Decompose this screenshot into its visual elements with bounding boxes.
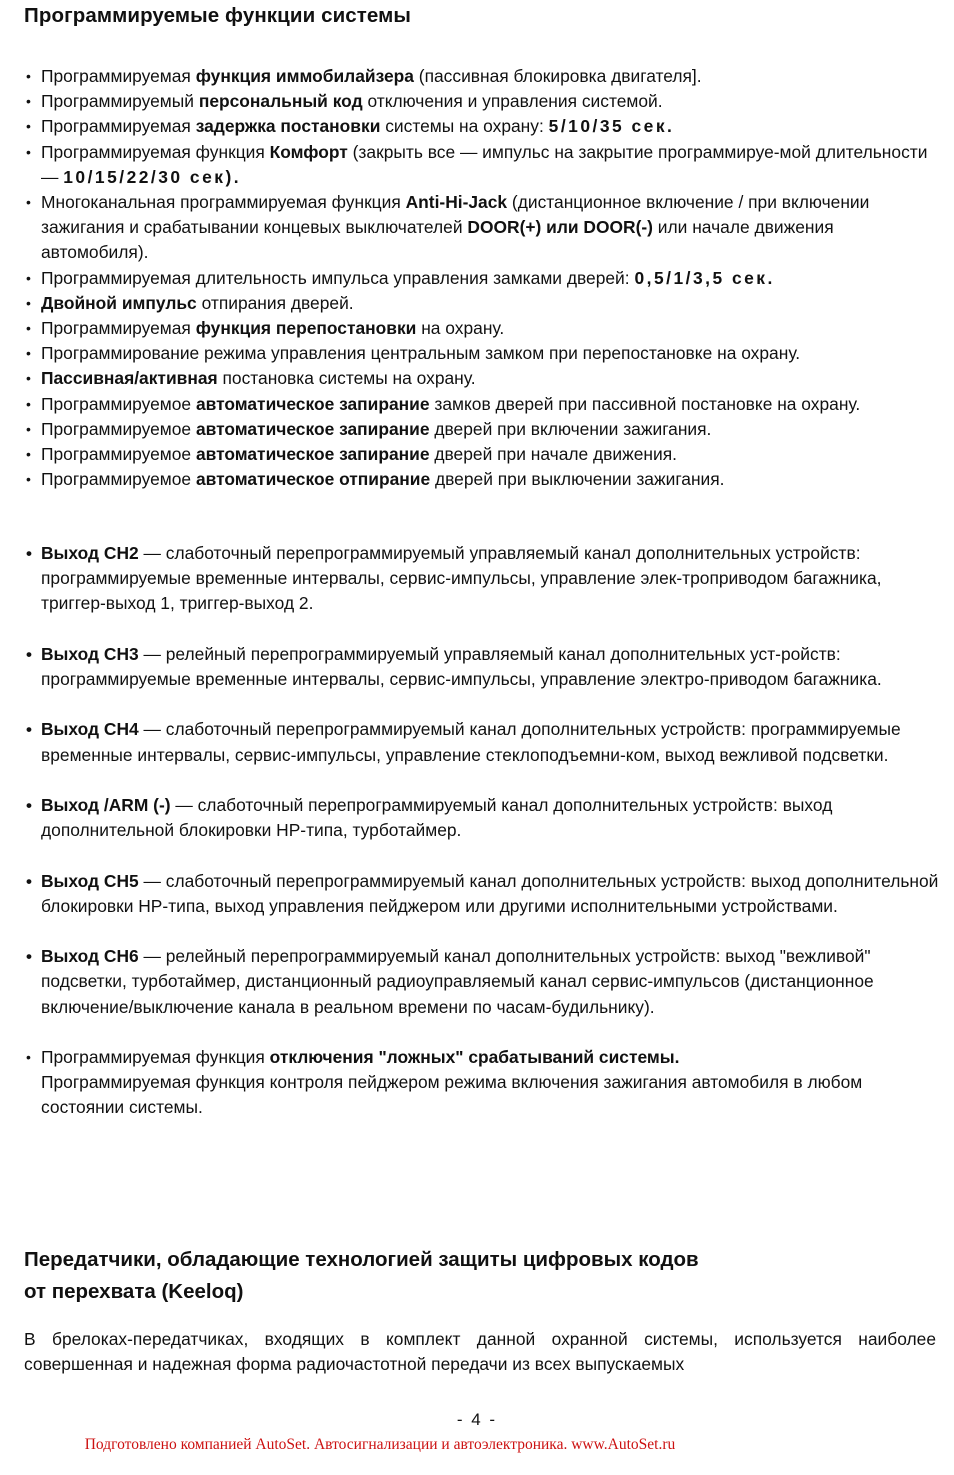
output-name: Выход CH4 xyxy=(41,719,139,740)
output-description: — релейный перепрограммируемый канал дополнительных устройств: выход "вежливой" подсветки, турботаймер, дистанционный радиоуправляемый канал сервис-импульсов (дистанционное включение/выключение канала в реальном времени по часам-будильнику). xyxy=(41,946,874,1017)
item-text: на охрану. xyxy=(416,318,505,339)
item-text: (дистанционное включение / при включении зажигания и срабатывании концевых выключателей xyxy=(41,192,870,238)
bullet-icon: • xyxy=(26,269,31,286)
output-item-ch5 xyxy=(24,869,944,919)
item-bold: Двойной импульс xyxy=(41,292,197,313)
list-item xyxy=(24,341,944,366)
item-text: Программируемая xyxy=(41,66,196,86)
item-text: постановка системы на охрану. xyxy=(217,368,476,389)
item-bold: DOOR(+) или DOOR(-) xyxy=(467,217,653,238)
item-text: дверей при начале движения. xyxy=(429,444,677,465)
output-description: — релейный перепрограммируемый управляемый канал дополнительных уст-ройств: программируемые временные интервалы, сервис-импульсы, управление электро-приводом багажника. xyxy=(41,643,882,689)
item-bold: функция перепостановки xyxy=(195,318,417,339)
output-item-ch6 xyxy=(24,944,944,1020)
list-item xyxy=(24,64,944,89)
bullet-icon: • xyxy=(26,544,32,563)
item-text: Программируемое xyxy=(41,444,196,465)
bullet-icon: • xyxy=(26,345,31,362)
item-bold: персональный код xyxy=(198,91,363,112)
output-name: Выход CH2 xyxy=(41,543,139,563)
item-text: Программируемое xyxy=(41,469,196,490)
list-item xyxy=(24,442,944,467)
output-item-arm xyxy=(24,793,944,843)
bullet-icon: • xyxy=(26,118,31,135)
title-line: от перехвата (Keeloq) xyxy=(24,1280,244,1303)
item-text: Программируемое xyxy=(41,418,196,439)
page-number: - 4 - xyxy=(456,1410,498,1429)
item-bold: автоматическое запирание xyxy=(195,418,430,439)
bullet-icon: • xyxy=(26,871,32,891)
list-item xyxy=(24,392,944,417)
item-text: Программируемый xyxy=(41,91,199,112)
bullet-icon: • xyxy=(26,1048,31,1065)
item-text: системы на охрану: xyxy=(380,116,549,137)
item-bold: Пассивная/активная xyxy=(41,368,218,389)
item-text: замков дверей при пассивной постановке на охрану. xyxy=(429,393,861,414)
item-text: дверей при включении зажигания. xyxy=(429,418,712,439)
bullet-icon: • xyxy=(26,471,31,488)
item-text: отключения и управления системой. xyxy=(362,91,663,112)
item-bold: отключения "ложных" срабатываний системы. xyxy=(269,1046,680,1067)
item-text: Программируемая xyxy=(41,116,196,137)
output-item-ch4 xyxy=(24,717,944,767)
list-item xyxy=(24,190,944,266)
title-line: Передатчики, обладающие технологией защиты цифровых кодов xyxy=(24,1248,699,1271)
section-title-transmitters xyxy=(24,1244,924,1308)
list-item xyxy=(24,417,944,442)
bullet-icon: • xyxy=(26,370,31,387)
list-item xyxy=(24,114,944,139)
bullet-icon: • xyxy=(26,720,32,740)
list-item xyxy=(24,467,944,492)
bullet-icon: • xyxy=(26,395,31,412)
section-title-functions: Программируемые функции системы xyxy=(24,4,412,27)
footer-link[interactable]: www.AutoSet.ru xyxy=(571,1436,676,1453)
list-item xyxy=(24,316,944,341)
output-name: Выход /ARM (-) xyxy=(41,794,171,815)
bullet-icon: • xyxy=(26,947,32,967)
bullet-icon: • xyxy=(26,294,31,311)
item-text: Программируемое xyxy=(41,393,196,414)
bullet-icon: • xyxy=(26,68,31,84)
output-description: — слаботочный перепрограммируемый канал дополнительных устройств: программируемые временные интервалы, сервис-импульсы, управление стеклоподъемни-ком, выход вежливой подсветки. xyxy=(41,719,901,765)
bullet-icon: • xyxy=(26,320,31,337)
item-text: Программируемая функция xyxy=(41,1046,270,1067)
footer-credit xyxy=(0,1436,760,1454)
functions-list xyxy=(24,64,944,492)
output-name: Выход CH3 xyxy=(41,643,139,664)
item-text: Программирование режима управления центральным замком при перепостановке на охрану. xyxy=(41,343,801,364)
bullet-icon: • xyxy=(26,143,31,160)
output-description: — слаботочный перепрограммируемый канал дополнительных устройств: выход дополнительной блокировки НР-типа, выход управления пейджером или другими исполнительными устройствами. xyxy=(41,870,939,916)
item-values: 0,5/1/3,5 сек. xyxy=(634,267,775,288)
bullet-icon: • xyxy=(26,795,32,815)
item-bold: Anti-Hi-Jack xyxy=(405,192,508,213)
item-text: (закрыть все — импульс на закрытие программируе-мой длительности — xyxy=(41,141,928,187)
item-values: 5/10/35 сек. xyxy=(548,116,675,137)
output-description: — слаботочный перепрограммируемый канал дополнительных устройств: выход дополнительной блокировки НР-типа, турботаймер. xyxy=(41,794,833,841)
list-item xyxy=(24,366,944,391)
bullet-icon: • xyxy=(26,644,32,664)
item-text: Многоканальная программируемая функция xyxy=(41,192,406,213)
item-values: 10/15/22/30 сек). xyxy=(63,166,242,187)
item-bold: автоматическое отпирание xyxy=(195,469,431,490)
item-text: Программируемая длительность импульса управления замками дверей: xyxy=(41,267,635,288)
list-item xyxy=(24,89,944,114)
output-description: — слаботочный перепрограммируемый управляемый канал дополнительных устройств: программируемые временные интервалы, сервис-импульсы, управление элек-троприводом багажника, триггер-выход 1, триггер-выход 2. xyxy=(41,543,882,614)
output-name: Выход CH5 xyxy=(41,870,139,891)
bullet-icon: • xyxy=(26,446,31,463)
footer-text: Подготовлено компанией AutoSet. Автосигнализации и автоэлектроника. xyxy=(84,1436,572,1453)
item-text: дверей при выключении зажигания. xyxy=(430,469,725,490)
false-alarm-item xyxy=(24,1045,944,1121)
list-item xyxy=(24,266,944,291)
output-name: Выход CH6 xyxy=(41,946,139,967)
item-text: Программируемая функция xyxy=(41,141,270,162)
outputs-list xyxy=(24,541,944,1121)
list-item xyxy=(24,291,944,316)
list-item xyxy=(24,140,944,190)
item-text: Программируемая xyxy=(41,318,196,339)
item-bold: автоматическое запирание xyxy=(195,444,430,465)
item-text: Программируемая функция контроля пейджером режима включения зажигания автомобиля в любом состоянии системы. xyxy=(41,1072,863,1118)
bullet-icon: • xyxy=(26,194,31,211)
bullet-icon: • xyxy=(26,420,31,437)
item-text: отпирания дверей. xyxy=(196,292,354,313)
item-bold: автоматическое запирание xyxy=(195,393,430,414)
item-text: (пассивная блокировка двигателя]. xyxy=(413,66,702,86)
output-item-ch2 xyxy=(24,541,944,617)
item-text: или начале движения автомобиля). xyxy=(41,217,834,263)
item-bold: функция иммобилайзера xyxy=(195,66,414,86)
output-item-ch3 xyxy=(24,642,944,692)
item-bold: Комфорт xyxy=(269,141,348,162)
bullet-icon: • xyxy=(26,93,31,110)
item-bold: задержка постановки xyxy=(195,116,381,137)
body-paragraph: В брелоках-передатчиках, входящих в комплект данной охранной системы, используется наиболее совершенная и надежная форма радиочастотной передачи из всех выпускаемых xyxy=(24,1329,936,1375)
